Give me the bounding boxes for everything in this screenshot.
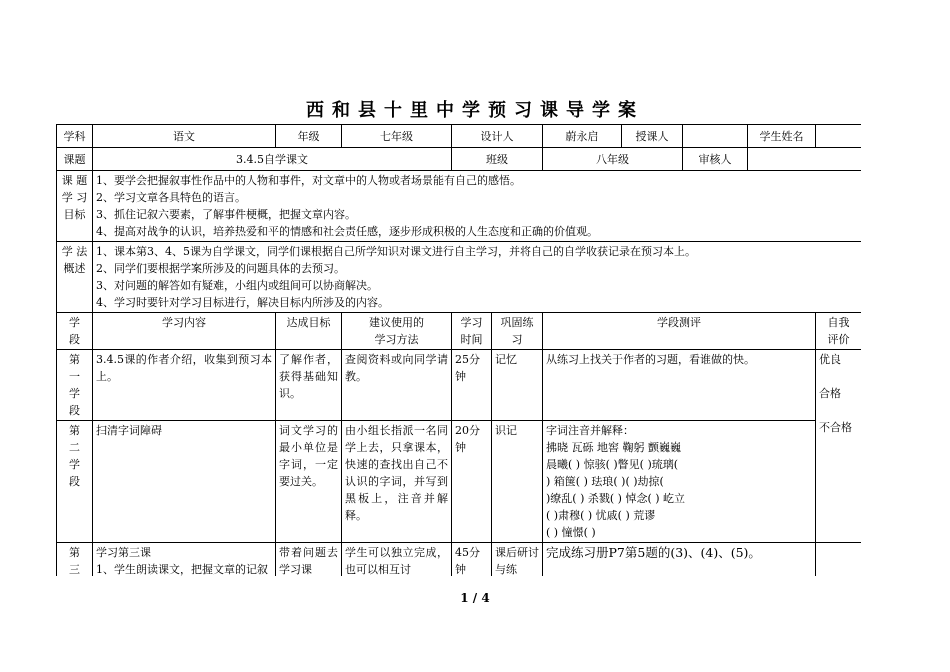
goal-item: 3、抓住记叙六要素，了解事件梗概，把握文章内容。 [96,208,356,221]
self-eval-options [816,350,862,543]
col-content: 学习内容 [93,313,276,350]
col-stage: 学 段 [57,313,93,350]
student-name-value [816,125,862,148]
goals-list [93,171,862,242]
stage-practice: 课后研讨与练 [492,543,543,577]
self-eval-empty [816,543,862,577]
subject-label: 学科 [57,125,93,148]
stage-time: 25分钟 [452,350,492,421]
goals-row [57,171,862,242]
col-practice: 巩固练 习 [492,313,543,350]
stage-evaluation: 从练习上找关于作者的习题，看谁做的快。 [543,350,816,421]
method-row [57,242,862,313]
reviewer-label: 审核人 [683,148,748,171]
method-item: 4、学习时要针对学习目标进行，解决目标内所涉及的内容。 [96,296,389,309]
lesson-plan-table [56,124,861,576]
stage-content: 学习第三课 1、学生朗读课文，把握文章的记叙 [93,543,276,577]
stage-evaluation: 完成练习册P7第5题的(3)、(4)、(5)。 [543,543,816,577]
goal-item: 2、学习文章各具特色的语言。 [96,191,246,204]
goal-item: 4、提高对战争的认识，培养热爱和平的情感和社会责任感，逐步形成积极的人生态度和正确的价值观。 [96,225,598,238]
col-evaluation: 学段测评 [543,313,816,350]
stage-label: 第 三 [57,543,93,577]
grade-label: 年级 [276,125,342,148]
method-item: 1、课本第3、4、5课为自学课文，同学们课根据自己所学知识对课文进行自主学习，并将自己的自学收获记录在预习本上。 [96,245,696,258]
class-label: 班级 [452,148,543,171]
col-target: 达成目标 [276,313,342,350]
topic-label: 课题 [57,148,93,171]
topic-value: 3.4.5自学课文 [93,148,452,171]
teacher-value [683,125,748,148]
designer-label: 设计人 [452,125,543,148]
header-row-1 [57,125,862,148]
page-title: 西和县十里中学预习课导学案 [306,100,644,121]
method-list [93,242,862,313]
col-time: 学习 时间 [452,313,492,350]
teacher-label: 授课人 [622,125,683,148]
header-row-2 [57,148,862,171]
stage-label: 第 一 学 段 [57,350,93,421]
stage-target: 带着问题去学习课 [276,543,342,577]
grade-value: 七年级 [342,125,452,148]
goals-label: 课 题 学 习 目标 [57,171,93,242]
stage-label: 第 二 学 段 [57,421,93,543]
student-name-label: 学生姓名 [748,125,816,148]
stage-evaluation: 字词注音并解释： 拂晓 瓦砾 地窖 鞠躬 颤巍巍 晨曦( ) 惊骇( )瞥见( )琉璃( ) 箱箧( ) 珐琅( )( )劫掠( )缭乱( ) 杀戮( ) 悼念( ) 屹立 ( )肃穆( ) 忧戚( ) 荒谬 ( ) 憧憬( ) [543,421,816,543]
stage-content: 扫清字词障碍 [93,421,276,543]
method-item: 3、对问题的解答如有疑难，小组内或组间可以协商解决。 [96,279,378,292]
stage-row-1 [57,350,862,421]
goal-item: 1、要学会把握叙事性作品中的人物和事件，对文章中的人物或者场景能有自己的感悟。 [96,174,521,187]
designer-value: 蔚永启 [543,125,622,148]
stage-time: 20分钟 [452,421,492,543]
stage-row-2 [57,421,862,543]
stage-method: 查阅资料或向同学请教。 [342,350,452,421]
col-method: 建议使用的 学习方法 [342,313,452,350]
reviewer-value [748,148,862,171]
stage-target: 词文学习的最小单位是字词，一定要过关。 [276,421,342,543]
col-self-eval: 自我 评价 [816,313,862,350]
subject-value: 语文 [93,125,276,148]
page-number: 1 / 4 [460,591,490,605]
stage-row-3 [57,543,862,577]
stage-content: 3.4.5课的作者介绍，收集到预习本上。 [93,350,276,421]
column-header-row [57,313,862,350]
method-label: 学 法 概述 [57,242,93,313]
stage-target: 了解作者，获得基础知识。 [276,350,342,421]
method-item: 2、同学们要根据学案所涉及的问题具体的去预习。 [96,262,345,275]
stage-method: 由小组长指派一名同学上去，只拿课本，快速的查找出自己不认识的字词，并写到黑板上，注音并解释。 [342,421,452,543]
stage-time: 45分钟 [452,543,492,577]
stage-method: 学生可以独立完成，也可以相互讨 [342,543,452,577]
self-eval-good: 优良 [819,353,841,366]
self-eval-fail: 不合格 [819,421,852,434]
stage-practice: 记忆 [492,350,543,421]
class-value: 八年级 [543,148,683,171]
stage-practice: 识记 [492,421,543,543]
self-eval-pass: 合格 [819,387,841,400]
